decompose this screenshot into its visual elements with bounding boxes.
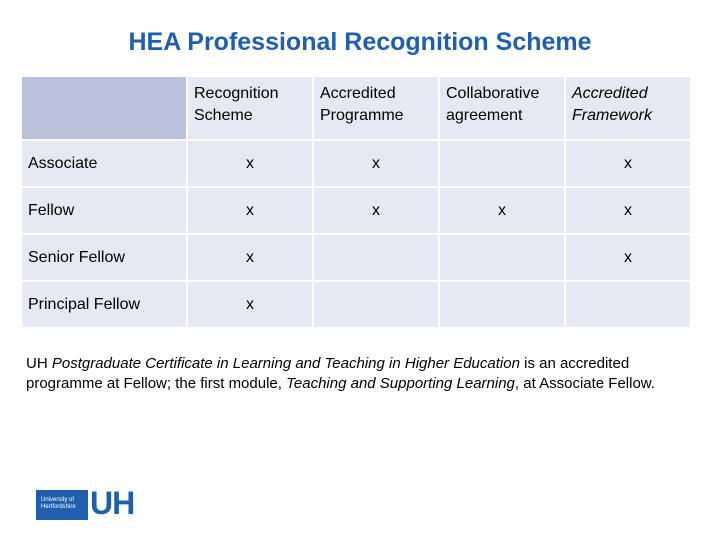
table-corner-cell [22,77,186,139]
university-logo [36,485,140,521]
cell-mark: x [314,188,438,233]
cell-mark: x [566,235,690,280]
row-label: Senior Fellow [22,235,186,280]
cell-mark: x [188,235,312,280]
cell-mark: x [188,188,312,233]
table-row [22,141,690,186]
course-name: Postgraduate Certificate in Learning and Teaching in Higher Education [51,355,520,372]
row-label: Fellow [22,188,186,233]
cell-mark: x [566,188,690,233]
logo-mark: UH [90,485,135,521]
module-name: Teaching and Supporting Learning [286,375,515,392]
cell-mark: x [566,141,690,186]
cell-mark: x [188,282,312,327]
header-accredited-framework: Accredited Framework [566,77,690,139]
row-label: Principal Fellow [22,282,186,327]
header-accredited-programme: Accredited Programme [314,77,438,139]
cell-mark [566,282,690,327]
cell-mark [440,282,564,327]
header-collaborative-agreement: Collaborative agreement [440,77,564,139]
page-title: HEA Professional Recognition Scheme [128,28,592,56]
cell-mark: x [188,141,312,186]
footnote-text: UH Postgraduate Certificate in Learning and Teaching in Higher Education is an accredited programme at Fellow; the first module, Teaching and Supporting Learning, at Associate Fellow. [26,355,655,392]
cell-mark: x [440,188,564,233]
row-label: Associate [22,141,186,186]
cell-mark [314,235,438,280]
table-header-row [22,77,690,139]
cell-mark: x [314,141,438,186]
cell-mark [440,235,564,280]
recognition-table [20,75,692,329]
table-row [22,188,690,233]
cell-mark [314,282,438,327]
header-recognition-scheme: Recognition Scheme [188,77,312,139]
logo-box: University of Hertfordshire [36,490,88,520]
cell-mark [440,141,564,186]
table-row [22,235,690,280]
table-row [22,282,690,327]
